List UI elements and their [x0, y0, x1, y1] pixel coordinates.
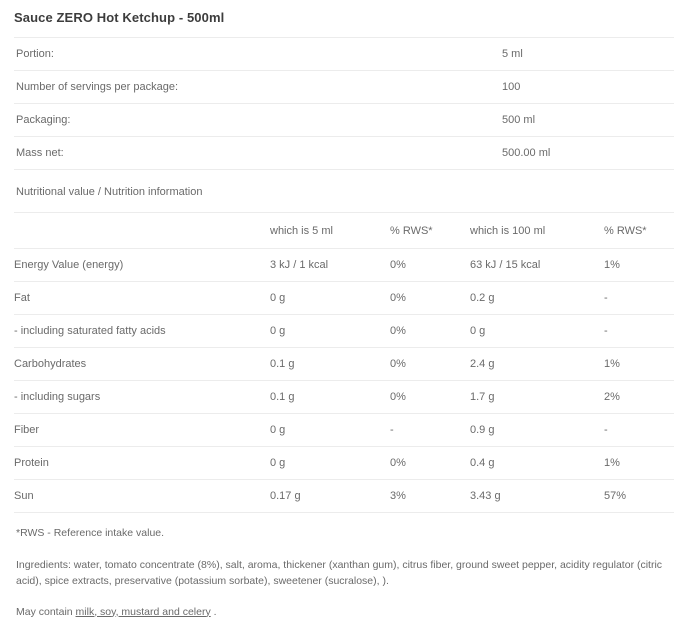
allergens-prefix: May contain: [16, 605, 76, 618]
nutrient-per-100: 0.4 g: [470, 447, 604, 480]
column-header-per-100: which is 100 ml: [470, 213, 604, 249]
nutrition-table: [14, 213, 674, 513]
nutrient-rws-serving: 3%: [390, 480, 470, 513]
nutrient-name: - including sugars: [14, 381, 270, 414]
nutrient-per-100: 2.4 g: [470, 348, 604, 381]
nutrient-per-serving: 0 g: [270, 315, 390, 348]
nutrient-name: Sun: [14, 480, 270, 513]
column-header-rws-100: % RWS*: [604, 213, 674, 249]
nutrient-rws-serving: 0%: [390, 348, 470, 381]
info-value: 100: [502, 71, 674, 104]
table-row: [14, 38, 674, 71]
nutrient-per-100: 3.43 g: [470, 480, 604, 513]
info-label: Packaging:: [14, 104, 502, 137]
page-title: Sauce ZERO Hot Ketchup - 500ml: [14, 10, 225, 25]
column-header-rws-serving: % RWS*: [390, 213, 470, 249]
product-info-table: [14, 37, 674, 170]
table-row: [14, 315, 674, 348]
nutrient-name: - including saturated fatty acids: [14, 315, 270, 348]
rws-footnote: *RWS - Reference intake value.: [16, 527, 165, 539]
info-value: 5 ml: [502, 38, 674, 71]
nutrient-rws-100: -: [604, 315, 674, 348]
allergens-suffix: .: [210, 605, 217, 618]
table-row: [14, 249, 674, 282]
table-row: [14, 137, 674, 170]
nutrition-section-heading: Nutritional value / Nutrition information: [14, 170, 674, 213]
nutrient-rws-serving: 0%: [390, 381, 470, 414]
nutrient-per-serving: 3 kJ / 1 kcal: [270, 249, 390, 282]
nutrient-rws-100: 2%: [604, 381, 674, 414]
table-row: [14, 414, 674, 447]
nutrient-per-serving: 0.1 g: [270, 381, 390, 414]
table-row: [14, 348, 674, 381]
nutrient-per-100: 0 g: [470, 315, 604, 348]
info-label: Portion:: [14, 38, 502, 71]
info-label: Number of servings per package:: [14, 71, 502, 104]
nutrient-name: Fiber: [14, 414, 270, 447]
nutrient-per-100: 0.2 g: [470, 282, 604, 315]
nutrient-name: Carbohydrates: [14, 348, 270, 381]
nutrient-per-100: 1.7 g: [470, 381, 604, 414]
allergens-text: [14, 590, 674, 618]
nutrient-name: Fat: [14, 282, 270, 315]
column-header-name: [14, 213, 270, 249]
nutrient-rws-100: -: [604, 282, 674, 315]
table-row: [14, 381, 674, 414]
nutrient-per-serving: 0.17 g: [270, 480, 390, 513]
info-value: 500.00 ml: [502, 137, 674, 170]
nutrient-rws-100: 57%: [604, 480, 674, 513]
ingredients-text: Ingredients: water, tomato concentrate (8%), salt, aroma, thickener (xanthan gum), citrus fiber, ground sweet pepper, acidity regulator (citric acid), spice extracts, preservative (potassium sorbate), sweetener (sucralose), ).: [16, 559, 663, 588]
nutrient-rws-100: 1%: [604, 249, 674, 282]
nutrient-rws-serving: 0%: [390, 282, 470, 315]
nutrient-per-100: 0.9 g: [470, 414, 604, 447]
nutrient-per-serving: 0 g: [270, 282, 390, 315]
table-row: [14, 447, 674, 480]
nutrient-rws-serving: 0%: [390, 315, 470, 348]
table-row: [14, 282, 674, 315]
column-header-per-serving: which is 5 ml: [270, 213, 390, 249]
table-row: [14, 480, 674, 513]
allergens-list: milk, soy, mustard and celery: [75, 605, 211, 618]
table-row: [14, 71, 674, 104]
nutrient-rws-serving: 0%: [390, 447, 470, 480]
nutrient-per-serving: 0.1 g: [270, 348, 390, 381]
nutrient-rws-100: 1%: [604, 447, 674, 480]
nutrient-per-100: 63 kJ / 15 kcal: [470, 249, 604, 282]
nutrient-rws-100: 1%: [604, 348, 674, 381]
info-value: 500 ml: [502, 104, 674, 137]
nutrient-name: Protein: [14, 447, 270, 480]
nutrient-rws-serving: 0%: [390, 249, 470, 282]
nutrient-rws-100: -: [604, 414, 674, 447]
nutrient-name: Energy Value (energy): [14, 249, 270, 282]
nutrient-per-serving: 0 g: [270, 447, 390, 480]
nutrient-per-serving: 0 g: [270, 414, 390, 447]
table-row: [14, 104, 674, 137]
info-label: Mass net:: [14, 137, 502, 170]
nutrient-rws-serving: -: [390, 414, 470, 447]
table-header-row: [14, 213, 674, 249]
